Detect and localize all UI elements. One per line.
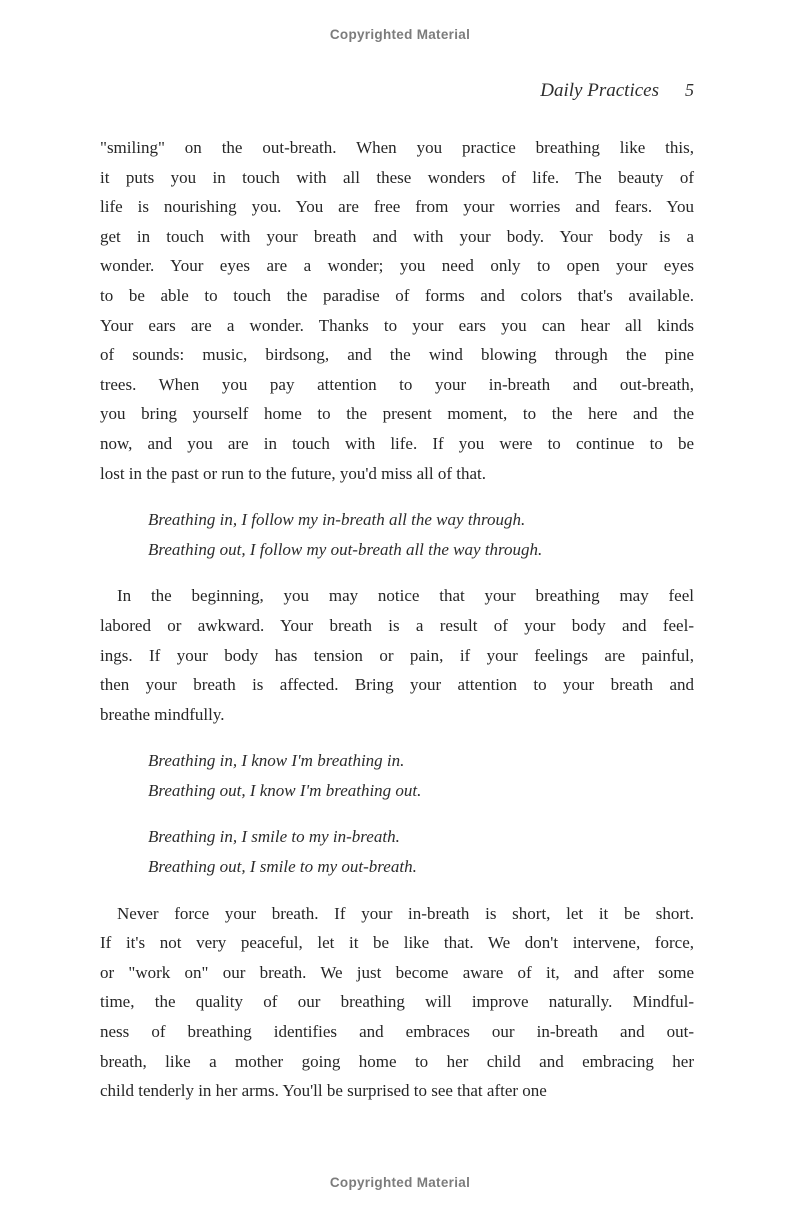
- copyright-notice-top: Copyrighted Material: [329, 27, 471, 42]
- verse-line: Breathing in, I know I'm breathing in.: [148, 751, 405, 771]
- paragraph-line: lost in the past or run to the future, you'd miss all of that.: [100, 463, 486, 483]
- verse-line: Breathing in, I follow my in-breath all the way through.: [148, 510, 526, 530]
- copyright-notice-bottom: Copyrighted Material: [329, 1175, 471, 1190]
- verse-block: [148, 822, 694, 881]
- paragraph-line: you bring yourself home to the present moment, to the here and the: [100, 404, 694, 424]
- paragraph-line: time, the quality of our breathing will improve naturally. Mindful-: [100, 992, 694, 1012]
- paragraph-line: get in touch with your breath and with your body. Your body is a: [100, 226, 694, 246]
- paragraph-line: of sounds: music, birdsong, and the wind blowing through the pine: [100, 345, 694, 365]
- paragraph-line: breathe mindfully.: [100, 704, 225, 724]
- paragraph-line: or "work on" our breath. We just become aware of it, and after some: [100, 962, 694, 982]
- running-head-title: Daily Practices: [540, 80, 659, 101]
- paragraph-line: it puts you in touch with all these wonders of life. The beauty of: [100, 167, 694, 187]
- verse-block: [148, 505, 694, 564]
- paragraph-line: "smiling" on the out-breath. When you practice breathing like this,: [100, 138, 694, 157]
- paragraph-line: trees. When you pay attention to your in-breath and out-breath,: [100, 374, 694, 394]
- paragraph-line: In the beginning, you may notice that your breathing may feel: [117, 586, 694, 606]
- verse-block: [148, 746, 694, 805]
- paragraph-line: child tenderly in her arms. You'll be surprised to see that after one: [100, 1081, 547, 1101]
- verse-line: Breathing out, I follow my out-breath all the way through.: [148, 539, 543, 559]
- paragraph-line: If it's not very peaceful, let it be like that. We don't intervene, force,: [100, 933, 694, 953]
- page-body: [100, 133, 694, 1106]
- verse-line: Breathing out, I smile to my out-breath.: [148, 857, 417, 877]
- verse-line: Breathing out, I know I'm breathing out.: [148, 780, 422, 800]
- paragraph-line: to be able to touch the paradise of forms and colors that's available.: [100, 285, 694, 305]
- paragraph-line: breath, like a mother going home to her child and embracing her: [100, 1051, 694, 1071]
- verse-line: Breathing in, I smile to my in-breath.: [148, 827, 400, 847]
- paragraph-line: life is nourishing you. You are free from your worries and fears. You: [100, 197, 694, 217]
- body-paragraph: [100, 133, 694, 488]
- paragraph-line: Never force your breath. If your in-breath is short, let it be short.: [117, 903, 694, 923]
- running-head: [100, 80, 694, 102]
- paragraph-line: wonder. Your eyes are a wonder; you need only to open your eyes: [100, 256, 694, 276]
- page-number: 5: [685, 80, 694, 100]
- paragraph-line: ness of breathing identifies and embraces our in-breath and out-: [100, 1022, 694, 1042]
- paragraph-line: Your ears are a wonder. Thanks to your ears you can hear all kinds: [100, 315, 694, 335]
- paragraph-line: ings. If your body has tension or pain, if your feelings are painful,: [100, 645, 694, 665]
- body-paragraph: [100, 581, 694, 729]
- paragraph-line: labored or awkward. Your breath is a result of your body and feel-: [100, 615, 694, 635]
- paragraph-line: now, and you are in touch with life. If you were to continue to be: [100, 433, 694, 453]
- paragraph-line: then your breath is affected. Bring your attention to your breath and: [100, 675, 694, 695]
- body-paragraph: [100, 899, 694, 1106]
